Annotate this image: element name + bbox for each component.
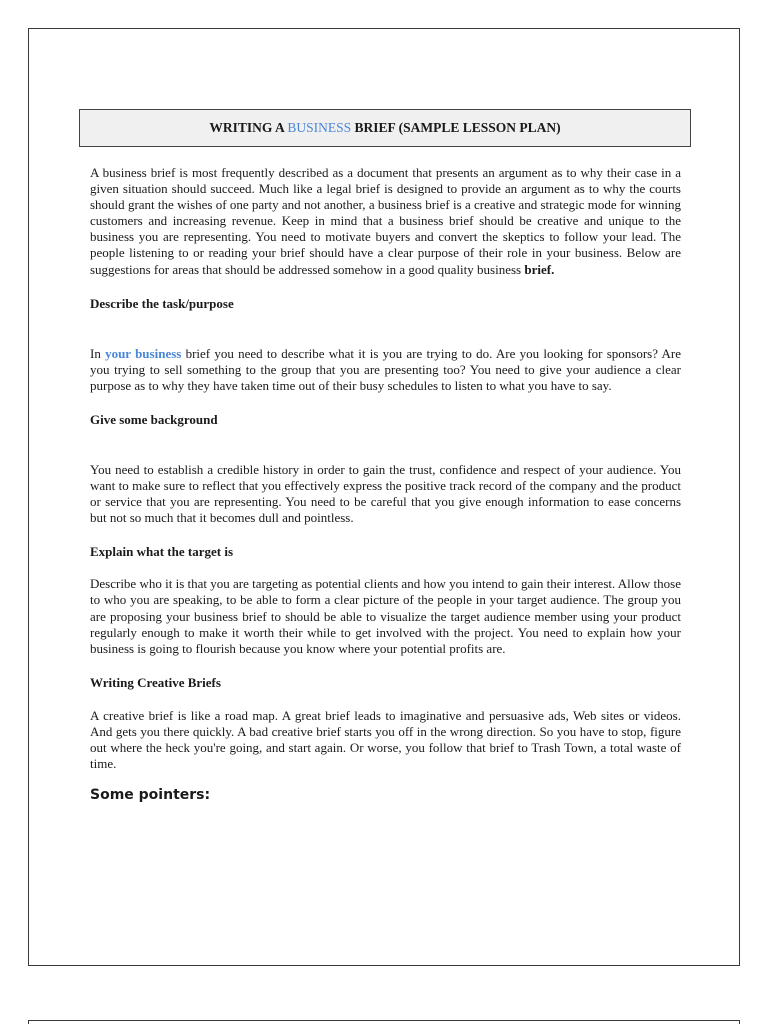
paragraph-creative-briefs: A creative brief is like a road map. A great brief leads to imaginative and persuasive ads, Web sites or videos. And gets you there quickly. A bad creative brief starts you off in the wrong direction. So you have to stop, figure out where the heck you're going, and start again. Or worse, you follow that brief to Trash Town, a total waste of time.	[90, 707, 681, 772]
your-business-link[interactable]: your business	[105, 345, 182, 361]
intro-bold-word: brief.	[524, 261, 555, 277]
paragraph-describe-task	[90, 346, 681, 394]
document-page	[28, 28, 740, 966]
intro-text: A business brief is most frequently described as a document that presents an argument as to why their case in a given situation should succeed. Much like a legal brief is designed to provide an argument as to why the courts should grant the wishes of one party and not another, a business brief is a creative and strategic mode for winning customers and increasing revenue. Keep in mind that a business brief should be creative and unique to the business you are representing. You need to motivate buyers and convert the skeptics to follow your lead. The people listening to or reading your brief should have a clear purpose of their role in your business. Below are suggestions for areas that should be addressed somehow in a good quality business	[90, 165, 681, 277]
heading-target: Explain what the target is	[90, 544, 233, 560]
document-body	[90, 165, 681, 804]
next-page-edge	[28, 1020, 740, 1024]
title-prefix: WRITING A	[209, 120, 288, 135]
heading-pointers: Some pointers:	[90, 787, 211, 804]
paragraph-prefix: In	[90, 345, 106, 361]
paragraph-background: You need to establish a credible history in order to gain the trust, confidence and respect of your audience. You want to make sure to reflect that you effectively express the positive track record of the company and the product or service that you are representing. You need to be careful that you give enough information to ease concerns but not so much that it becomes dull and pointless.	[90, 461, 681, 526]
paragraph-target: Describe who it is that you are targeting as potential clients and how you intend to gain their interest. Allow those to who you are speaking, to be able to form a clear picture of the people in your target audience. The group you are proposing your business brief to should be able to visualize the target audience member using your product regularly enough to make it worth their while to get involved with the project. You need to explain how your business is going to flourish because you know where your potential profits are.	[90, 576, 681, 656]
intro-paragraph	[90, 165, 681, 278]
title-business-link[interactable]: BUSINESS	[287, 120, 352, 135]
paragraph-body: brief you need to describe what it is you are trying to do. Are you looking for sponsors? Are you trying to sell something to the group that you are presenting too? You need to give your audience a clear purpose as to why they have taken time out of their busy schedules to listen to what you have to say.	[90, 345, 682, 393]
title-suffix: BRIEF (SAMPLE LESSON PLAN)	[351, 120, 561, 135]
heading-creative-briefs: Writing Creative Briefs	[90, 674, 221, 690]
heading-background: Give some background	[90, 411, 218, 427]
document-title	[79, 109, 691, 147]
heading-describe-task: Describe the task/purpose	[90, 295, 234, 311]
